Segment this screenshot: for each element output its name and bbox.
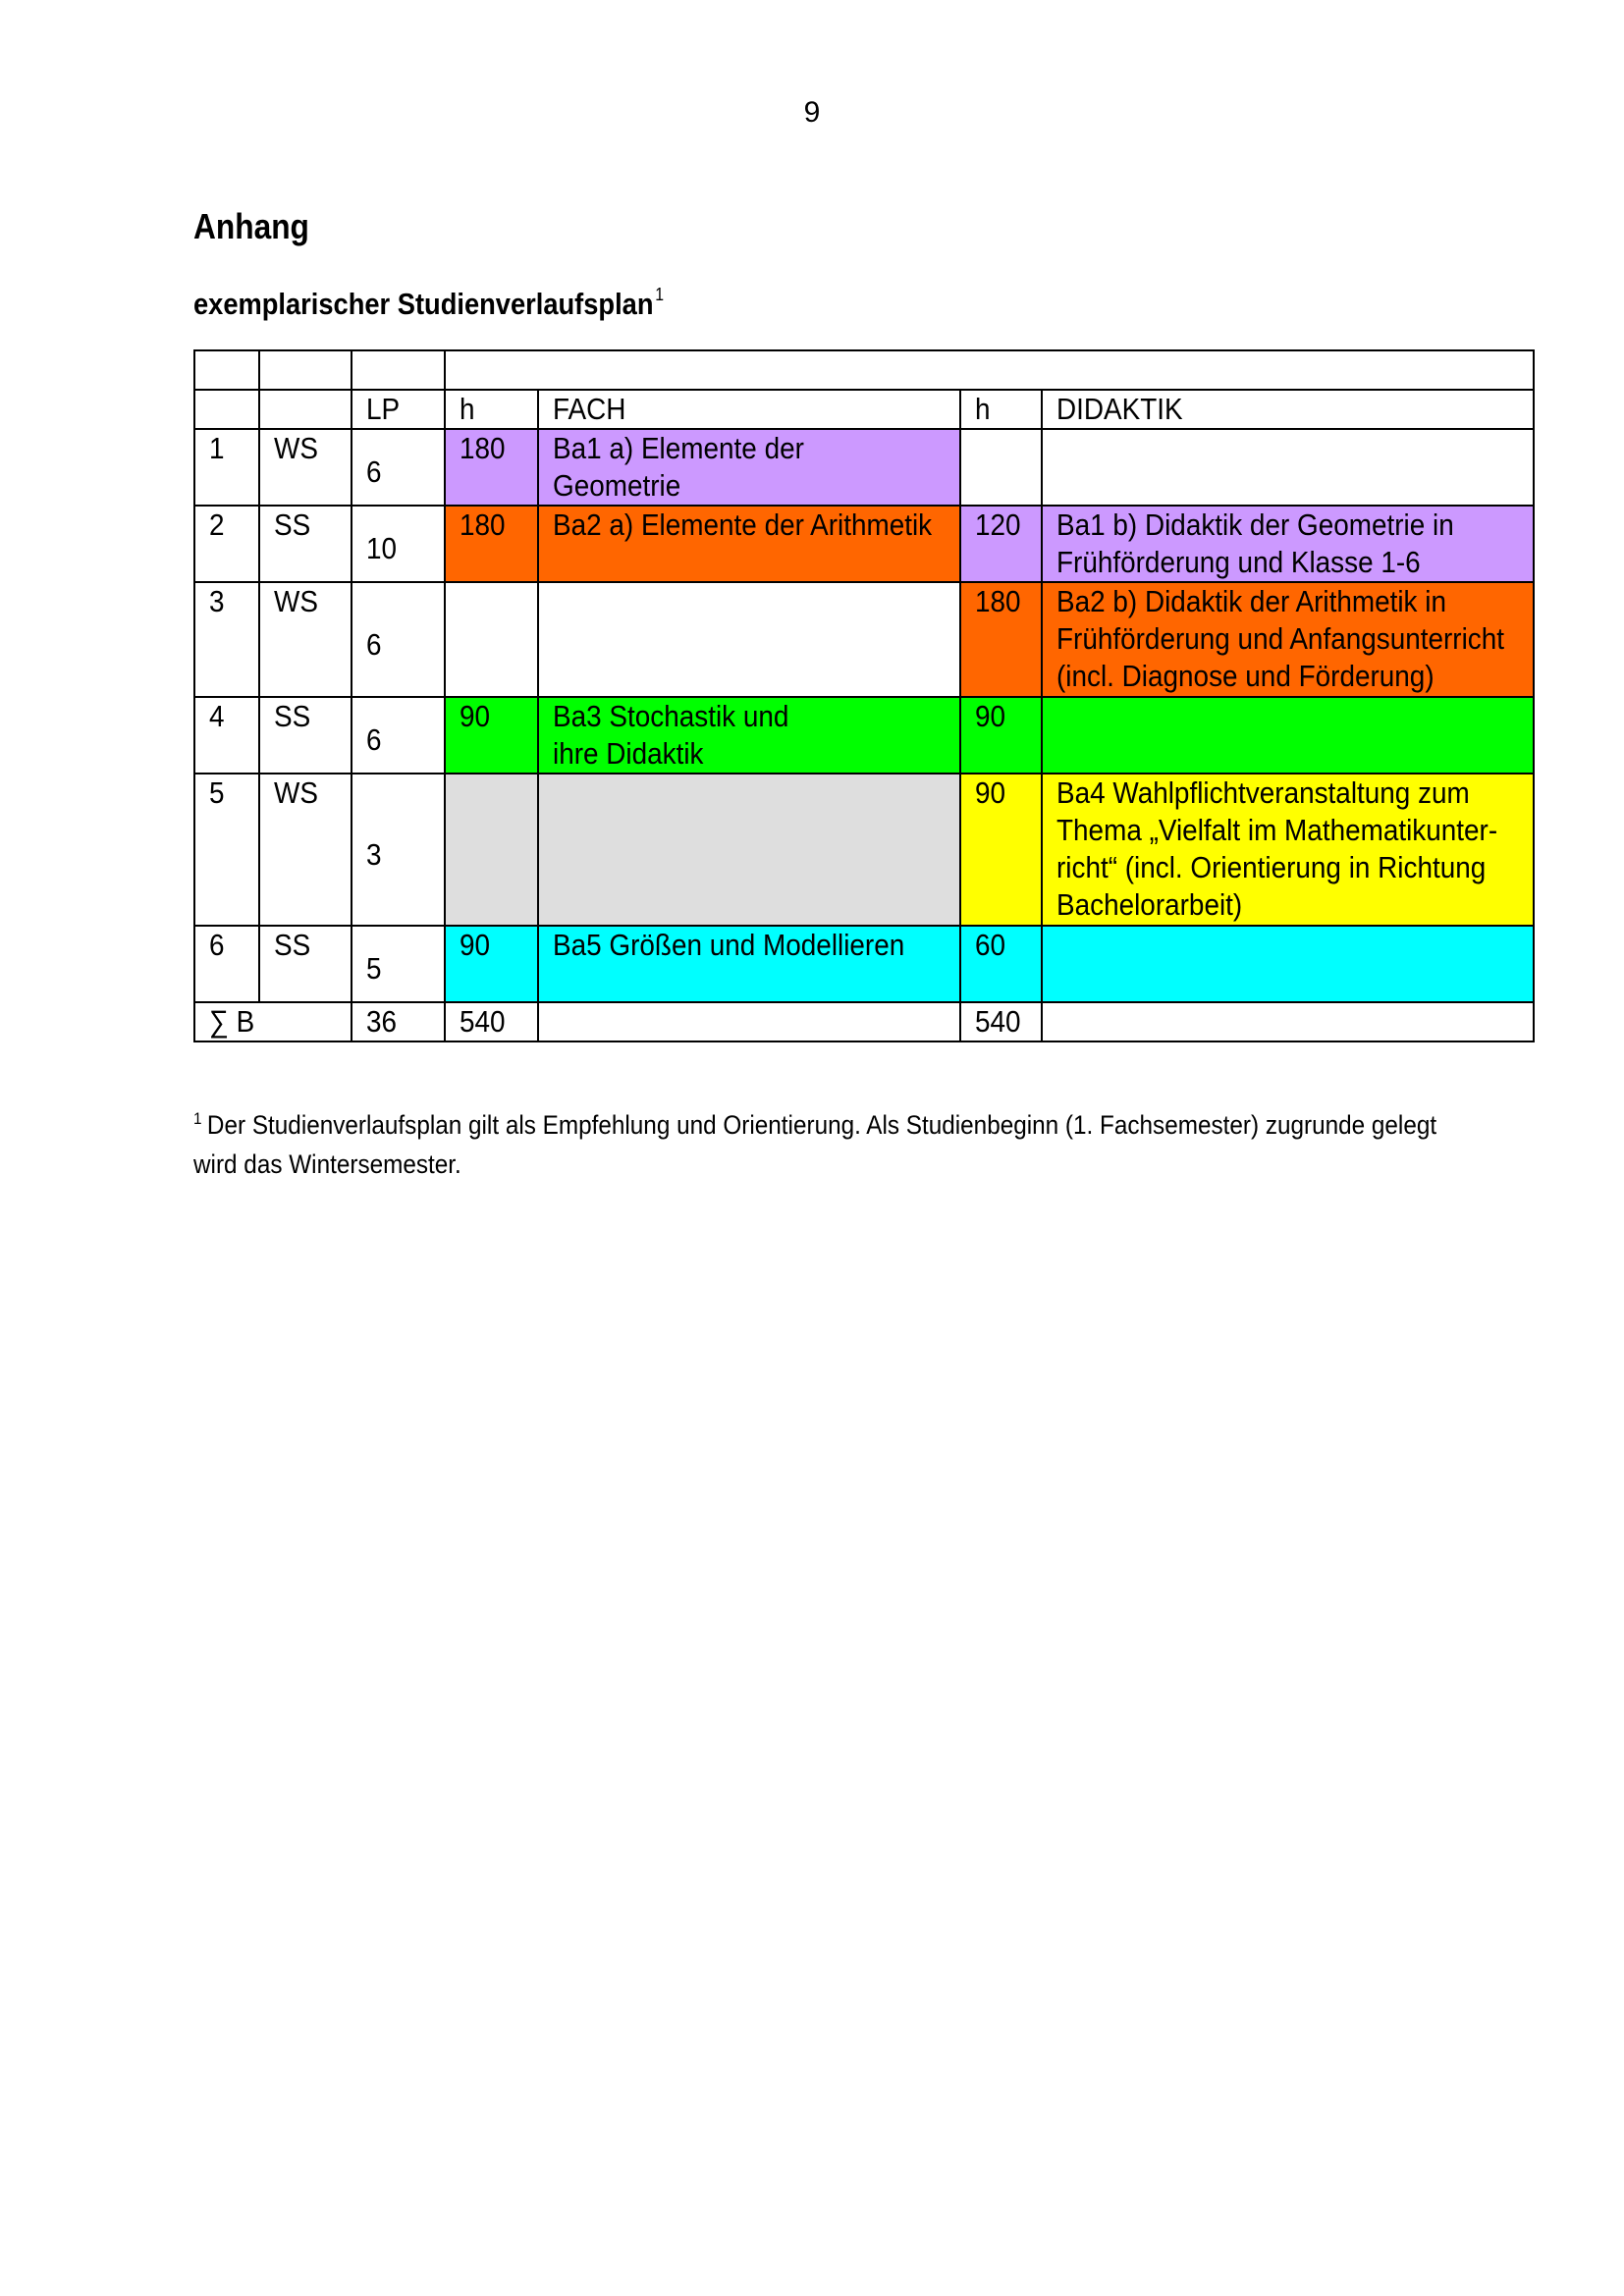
table-row: [194, 429, 1534, 506]
semester-type-cell: SS: [259, 926, 352, 1002]
lp-cell: 3: [352, 774, 445, 926]
header-cell-num: [194, 390, 259, 429]
table-cell: [445, 350, 1534, 390]
semester-number-cell: 3: [194, 582, 259, 697]
total-h-didaktik-cell: 540: [960, 1002, 1042, 1041]
semester-number-cell: 6: [194, 926, 259, 1002]
header-cell-h-didaktik: h: [960, 390, 1042, 429]
fach-cell: [538, 774, 960, 926]
h-didaktik-cell: [960, 429, 1042, 506]
table-row: [194, 697, 1534, 774]
footnote-number: 1: [193, 1109, 202, 1128]
h-didaktik-cell: 90: [960, 774, 1042, 926]
table-row: [194, 582, 1534, 697]
didaktik-cell: [1042, 926, 1534, 1002]
semester-type-cell: WS: [259, 774, 352, 926]
header-cell-lp: LP: [352, 390, 445, 429]
table-header-row: [194, 390, 1534, 429]
footnote: [193, 1099, 1470, 1184]
fach-cell: Ba5 Größen und Modellieren: [538, 926, 960, 1002]
table-row: [194, 926, 1534, 1002]
semester-number-cell: 4: [194, 697, 259, 774]
fach-cell: [538, 582, 960, 697]
study-plan-table: [193, 349, 1535, 1042]
fach-cell: Ba3 Stochastik und ihre Didaktik: [538, 697, 960, 774]
total-lp-cell: 36: [352, 1002, 445, 1041]
table-cell: [194, 350, 259, 390]
table-row: [194, 506, 1534, 582]
didaktik-cell: Ba1 b) Didaktik der Geometrie in Frühförderung und Klasse 1-6: [1042, 506, 1534, 582]
table-total-row: [194, 1002, 1534, 1041]
table-empty-row: [194, 350, 1534, 390]
didaktik-cell: [1042, 429, 1534, 506]
h-fach-cell: 90: [445, 926, 538, 1002]
total-h-fach-cell: 540: [445, 1002, 538, 1041]
lp-cell: 6: [352, 429, 445, 506]
semester-type-cell: SS: [259, 697, 352, 774]
table-cell: [352, 350, 445, 390]
didaktik-cell: [1042, 697, 1534, 774]
semester-number-cell: 5: [194, 774, 259, 926]
table-cell: [259, 350, 352, 390]
header-cell-sem: [259, 390, 352, 429]
h-fach-cell: [445, 582, 538, 697]
table-title: [193, 285, 664, 322]
header-cell-didaktik: DIDAKTIK: [1042, 390, 1534, 429]
section-heading: Anhang: [193, 206, 309, 246]
h-fach-cell: [445, 774, 538, 926]
semester-type-cell: WS: [259, 582, 352, 697]
h-didaktik-cell: 180: [960, 582, 1042, 697]
h-fach-cell: 180: [445, 429, 538, 506]
lp-cell: 6: [352, 582, 445, 697]
h-fach-cell: 180: [445, 506, 538, 582]
semester-number-cell: 2: [194, 506, 259, 582]
fach-cell: Ba1 a) Elemente der Geometrie: [538, 429, 960, 506]
header-cell-fach: FACH: [538, 390, 960, 429]
didaktik-cell: Ba4 Wahlpflichtveranstaltung zum Thema „Vielfalt im Mathematikunter-richt“ (incl. Orientierung in Richtung Bachelorarbeit): [1042, 774, 1534, 926]
didaktik-cell: Ba2 b) Didaktik der Arithmetik in Frühförderung und Anfangsunterricht (incl. Diagnose und Förderung): [1042, 582, 1534, 697]
header-cell-h-fach: h: [445, 390, 538, 429]
h-didaktik-cell: 90: [960, 697, 1042, 774]
semester-type-cell: WS: [259, 429, 352, 506]
page-number: 9: [803, 96, 821, 129]
table-cell: [538, 1002, 960, 1041]
lp-cell: 10: [352, 506, 445, 582]
table-title-text: exemplarischer Studienverlaufsplan: [193, 287, 654, 321]
footnote-text: Der Studienverlaufsplan gilt als Empfehlung und Orientierung. Als Studienbeginn (1. Fachsemester) zugrunde gelegt wird das Wintersemester.: [193, 1110, 1437, 1179]
semester-number-cell: 1: [194, 429, 259, 506]
footnote-ref: 1: [655, 285, 665, 304]
semester-type-cell: SS: [259, 506, 352, 582]
h-fach-cell: 90: [445, 697, 538, 774]
table-cell: [1042, 1002, 1534, 1041]
h-didaktik-cell: 120: [960, 506, 1042, 582]
lp-cell: 6: [352, 697, 445, 774]
fach-cell: Ba2 a) Elemente der Arithmetik: [538, 506, 960, 582]
total-label-cell: ∑ B: [194, 1002, 352, 1041]
table-row: [194, 774, 1534, 926]
h-didaktik-cell: 60: [960, 926, 1042, 1002]
lp-cell: 5: [352, 926, 445, 1002]
